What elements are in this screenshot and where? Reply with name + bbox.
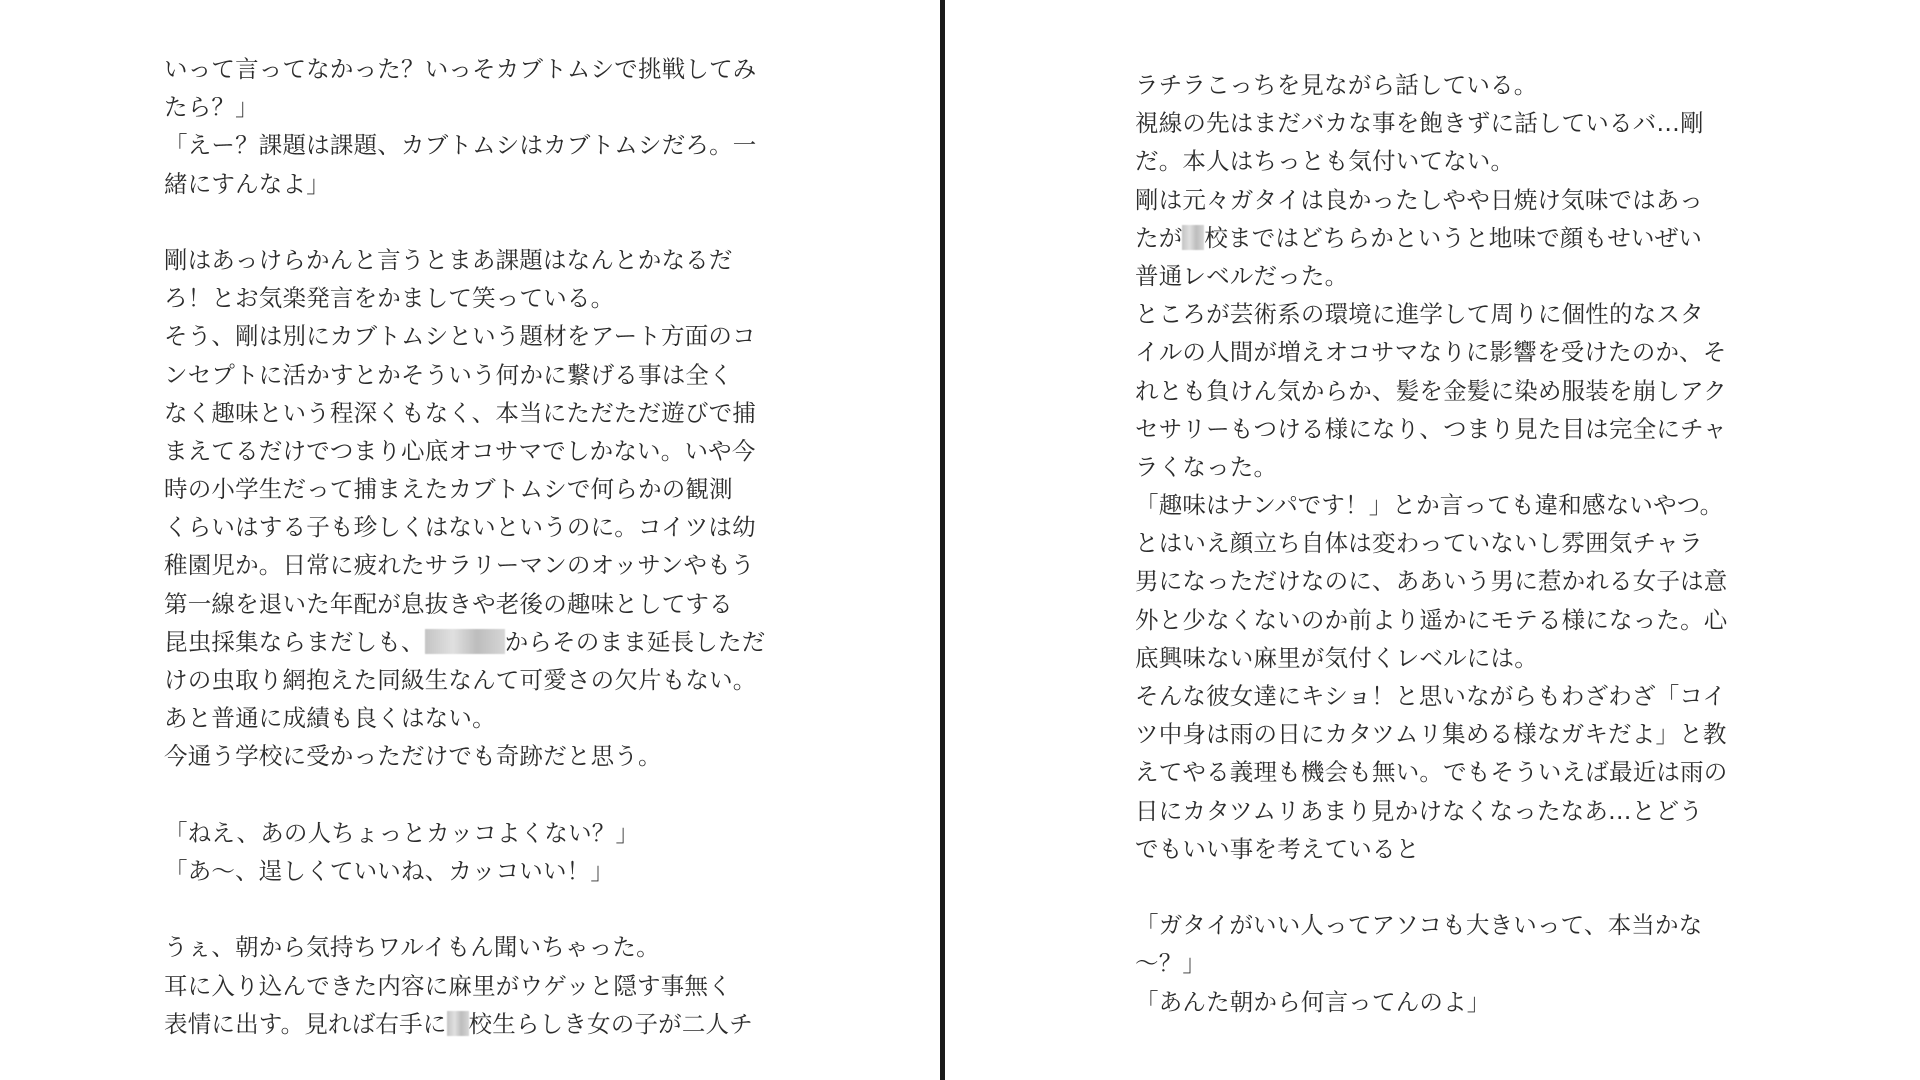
- redaction-mark: [425, 629, 505, 654]
- text-line: 第一線を退いた年配が息抜きや老後の趣味としてする: [164, 589, 733, 618]
- right-page-text: [1135, 66, 1728, 1021]
- text-line: 「えー？課題は課題、カブトムシはカブトムシだろ。一: [164, 131, 757, 160]
- right-page: [948, 0, 1920, 1080]
- text-line: くらいはする子も珍しくはないというのに。コイツは幼: [164, 513, 756, 542]
- text-segment: 昆虫採集ならまだしも、: [164, 627, 425, 656]
- text-line: 剛はあっけらかんと言うとまあ課題はなんとかなるだ: [164, 245, 733, 274]
- text-line-with-redaction: [1135, 219, 1728, 257]
- text-segment: 校まではどちらかというと地味で顔もせいぜい: [1204, 223, 1703, 252]
- text-line: ンセプトに活かすとかそういう何かに繋げる事は全く: [164, 360, 733, 389]
- text-line: まえてるだけでつまり心底オコサマでしかない。いや今: [164, 436, 756, 465]
- paragraph-break: [164, 890, 765, 928]
- text-line: 「あ〜、逞しくていいね、カッコいい！」: [164, 856, 615, 885]
- text-line: なく趣味という程深くもなく、本当にただただ遊びで捕: [164, 398, 757, 427]
- left-page-text: [164, 50, 765, 1043]
- text-line: 底興味ない麻里が気付くレベルには。: [1135, 643, 1538, 672]
- text-line: そう、剛は別にカブトムシという題材をアート方面のコ: [164, 322, 756, 351]
- text-line: 「ねえ、あの人ちょっとカッコよくない？」: [164, 818, 640, 847]
- page-divider: [940, 0, 945, 1080]
- paragraph-break: [164, 776, 765, 814]
- text-line: たら？」: [164, 93, 259, 122]
- text-segment: からそのまま延長しただ: [504, 627, 766, 656]
- text-line: れとも負けん気からか、髪を金髪に染め服装を崩しアク: [1135, 376, 1727, 405]
- text-line: ラくなった。: [1135, 452, 1278, 481]
- text-line: うぇ、朝から気持ちワルイもん聞いちゃった。: [164, 933, 660, 962]
- text-line: 稚園児か。日常に疲れたサラリーマンのオッサンやもう: [164, 551, 755, 580]
- left-page: [0, 0, 940, 1080]
- text-line: 剛は元々ガタイは良かったしやや日焼け気味ではあっ: [1135, 185, 1704, 214]
- text-line: 今通う学校に受かっただけでも奇跡だと思う。: [164, 742, 662, 771]
- text-line: セサリーもつける様になり、つまり見た目は完全にチャ: [1135, 414, 1727, 443]
- text-line: いって言ってなかった？いっそカブトムシで挑戦してみ: [164, 55, 757, 83]
- text-line: そんな彼女達にキショ！と思いながらもわざわざ「コイ: [1135, 682, 1727, 710]
- text-line: ツ中身は雨の日にカタツムリ集める様なガキだよ」と教: [1135, 720, 1727, 749]
- text-line: 外と少なくないのか前より遥かにモテる様になった。心: [1135, 605, 1728, 634]
- text-segment: 表情に出す。見れば右手に: [164, 1009, 447, 1038]
- text-line: 時の小学生だって捕まえたカブトムシで何らかの観測: [164, 475, 733, 504]
- text-line: 日にカタツムリあまり見かけなくなったなあ…とどう: [1135, 796, 1703, 825]
- text-segment: たが: [1135, 223, 1183, 252]
- paragraph-break: [1135, 868, 1728, 906]
- text-line: でもいい事を考えていると: [1135, 834, 1420, 863]
- text-line: ラチラこっちを見ながら話している。: [1135, 71, 1538, 99]
- text-line: 「趣味はナンパです！」とか言っても違和感ないやつ。: [1135, 491, 1724, 520]
- text-line: けの虫取り網抱えた同級生なんて可愛さの欠片もない。: [164, 666, 757, 694]
- text-line-with-redaction: [164, 623, 765, 661]
- redaction-mark: [447, 1011, 469, 1036]
- text-line: えてやる義理も機会も無い。でもそういえば最近は雨の: [1135, 758, 1728, 787]
- text-line: ところが芸術系の環境に進学して周りに個性的なスタ: [1135, 300, 1704, 329]
- text-line: 「あんた朝から何言ってんのよ」: [1135, 987, 1491, 1016]
- text-line: あと普通に成績も良くはない。: [164, 704, 496, 733]
- text-line: 〜？」: [1135, 949, 1207, 978]
- text-line: ろ！とお気楽発言をかまして笑っている。: [164, 284, 615, 313]
- redaction-mark: [1182, 225, 1204, 250]
- text-line: だ。本人はちっとも気付いてない。: [1135, 147, 1515, 176]
- text-line: 「ガタイがいい人ってアソコも大きいって、本当かな: [1135, 911, 1703, 940]
- text-segment: 校生らしき女の子が二人チ: [468, 1009, 753, 1038]
- text-line: 普通レベルだった。: [1135, 261, 1349, 290]
- paragraph-break: [164, 203, 765, 241]
- text-line: 緒にすんなよ」: [164, 169, 330, 198]
- text-line-with-redaction: [164, 1005, 765, 1043]
- text-line: 視線の先はまだバカな事を飽きずに話しているバ…剛: [1135, 109, 1704, 138]
- text-line: イルの人間が増えオコサマなりに影響を受けたのか、そ: [1135, 338, 1727, 367]
- text-line: 耳に入り込んできた内容に麻里がウゲッと隠す事無く: [164, 971, 732, 1000]
- text-line: 男になっただけなのに、ああいう男に惹かれる女子は意: [1135, 567, 1728, 596]
- text-line: とはいえ顔立ち自体は変わっていないし雰囲気チャラ: [1135, 529, 1703, 558]
